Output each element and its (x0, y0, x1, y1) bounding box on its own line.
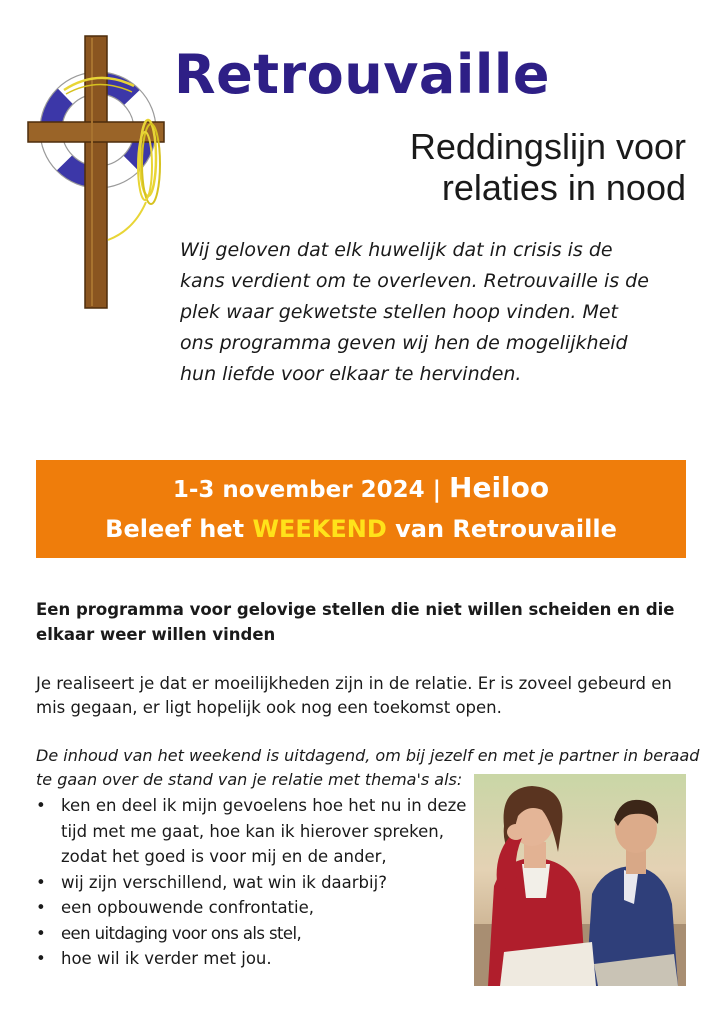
body-paragraph: Je realiseert je dat er moeilijkheden zijn in de relatie. Er is zoveel gebeurd en mis gegaan, er ligt hopelijk ook nog een toekomst open. (36, 674, 672, 717)
list-item: • ken en deel ik mijn gevoelens hoe het nu in deze tijd met me gaat, hoe kan ik hierover spreken, zodat het goed is voor mij en de ander, (36, 793, 468, 870)
banner-date: 1-3 november 2024 (172, 477, 425, 503)
banner-highlight: WEEKEND (252, 515, 387, 543)
banner-date-line (36, 468, 686, 510)
tagline-line-2: relaties in nood (441, 167, 686, 208)
list-item: • hoe wil ik verder met jou. (36, 946, 468, 972)
themes-list (36, 793, 468, 972)
banner-line2-end: van Retrouvaille (386, 515, 617, 543)
banner-weekend-line (36, 509, 686, 549)
tagline-line-1: Reddingslijn voor (409, 126, 686, 167)
cross-lifebuoy-logo-icon (26, 34, 168, 310)
banner-place: Heiloo (449, 471, 550, 504)
brand-title: Retrouvaille (174, 43, 550, 106)
banner-line2-start: Beleef het (105, 515, 253, 543)
tagline (410, 126, 686, 208)
banner-separator: | (424, 477, 450, 503)
list-item: • een uitdaging voor ons als stel, (36, 921, 468, 947)
list-item: • een opbouwende confrontatie, (36, 895, 468, 921)
lead-heading: Een programma voor gelovige stellen die niet willen scheiden en die elkaar weer willen vinden (36, 600, 675, 644)
couple-photo (474, 774, 686, 986)
intro-text: Wij geloven dat elk huwelijk dat in crisis is de kans verdient om te overleven. Retrouvaille is de plek waar gekwetste stellen hoop vinden. Met ons programma geven wij hen de mogelijkheid hun liefde voor elkaar te hervinden. (180, 239, 649, 385)
event-banner (36, 460, 686, 558)
list-item: • wij zijn verschillend, wat win ik daarbij? (36, 870, 468, 896)
themes-intro: De inhoud van het weekend is uitdagend, om bij jezelf en met je partner in beraad te gaan over de stand van je relatie met thema's als: (36, 746, 700, 789)
